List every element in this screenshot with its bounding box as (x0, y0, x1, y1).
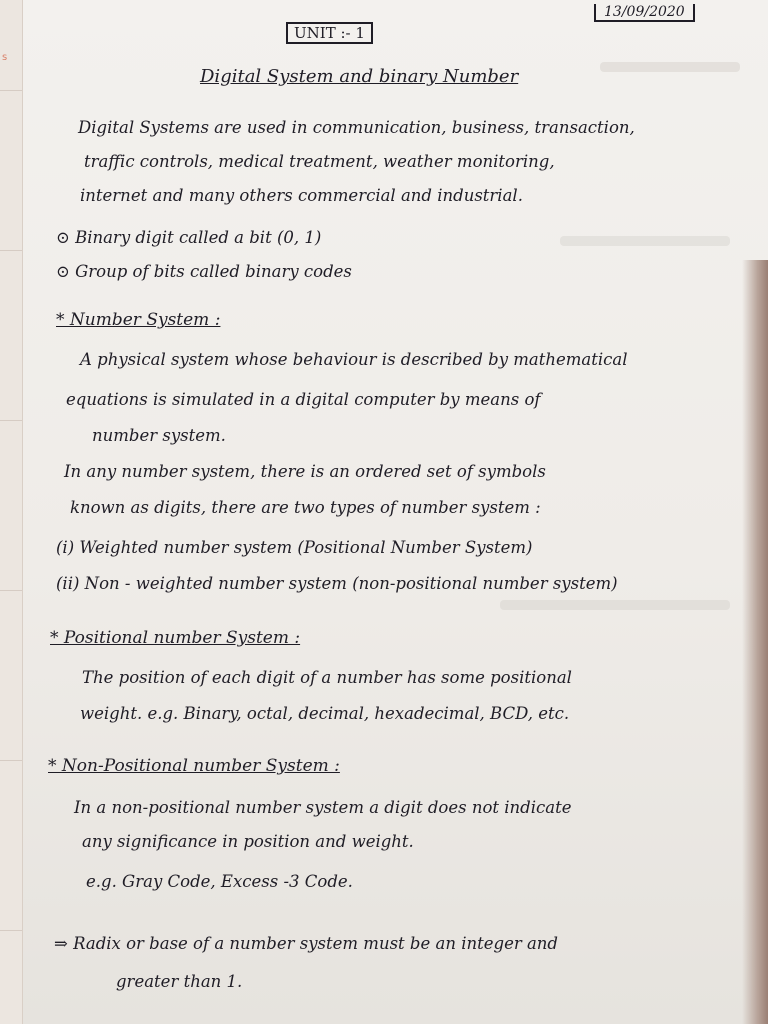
margin-rule (0, 90, 22, 91)
page-title: Digital System and binary Number (200, 66, 519, 87)
bullet-binary-code: ⊙ Group of bits called binary codes (56, 262, 352, 281)
number-system-line-5: known as digits, there are two types of number system : (70, 498, 541, 517)
bleed-through-mark (500, 600, 730, 610)
page-edge-shadow (742, 260, 768, 1024)
margin-rule (0, 590, 22, 591)
number-system-line-2: equations is simulated in a digital computer by means of (66, 390, 541, 409)
heading-number-system: * Number System : (56, 310, 221, 330)
number-system-line-3: number system. (92, 426, 226, 445)
number-system-line-1: A physical system whose behaviour is described by mathematical (80, 350, 628, 369)
bullet-binary-digit: ⊙ Binary digit called a bit (0, 1) (56, 228, 322, 247)
bleed-through-mark (560, 236, 730, 246)
margin-rule (0, 930, 22, 931)
margin-rule (0, 420, 22, 421)
margin-mark: s (2, 52, 8, 63)
positional-line-2: weight. e.g. Binary, octal, decimal, hexadecimal, BCD, etc. (80, 704, 570, 723)
unit-label: UNIT :- 1 (286, 22, 373, 44)
radix-line-1: ⇒ Radix or base of a number system must be an integer and (54, 934, 558, 953)
intro-line-2: traffic controls, medical treatment, weather monitoring, (84, 152, 555, 171)
intro-line-1: Digital Systems are used in communication, business, transaction, (78, 118, 635, 137)
non-weighted-system-item: (ii) Non - weighted number system (non-positional number system) (56, 574, 618, 593)
non-positional-line-1: In a non-positional number system a digit does not indicate (74, 798, 572, 817)
margin-rule (0, 250, 22, 251)
date-box: 13/09/2020 (594, 4, 695, 22)
number-system-line-4: In any number system, there is an ordered set of symbols (64, 462, 546, 481)
heading-positional: * Positional number System : (50, 628, 301, 648)
radix-line-2: greater than 1. (116, 972, 243, 991)
bleed-through-mark (600, 62, 740, 72)
non-positional-line-2: any significance in position and weight. (82, 832, 414, 851)
page-margin (0, 0, 23, 1024)
weighted-system-item: (i) Weighted number system (Positional Number System) (56, 538, 533, 557)
heading-non-positional: * Non-Positional number System : (48, 756, 340, 776)
intro-line-3: internet and many others commercial and industrial. (80, 186, 523, 205)
positional-line-1: The position of each digit of a number has some positional (82, 668, 572, 687)
non-positional-example: e.g. Gray Code, Excess -3 Code. (86, 872, 353, 891)
margin-rule (0, 760, 22, 761)
